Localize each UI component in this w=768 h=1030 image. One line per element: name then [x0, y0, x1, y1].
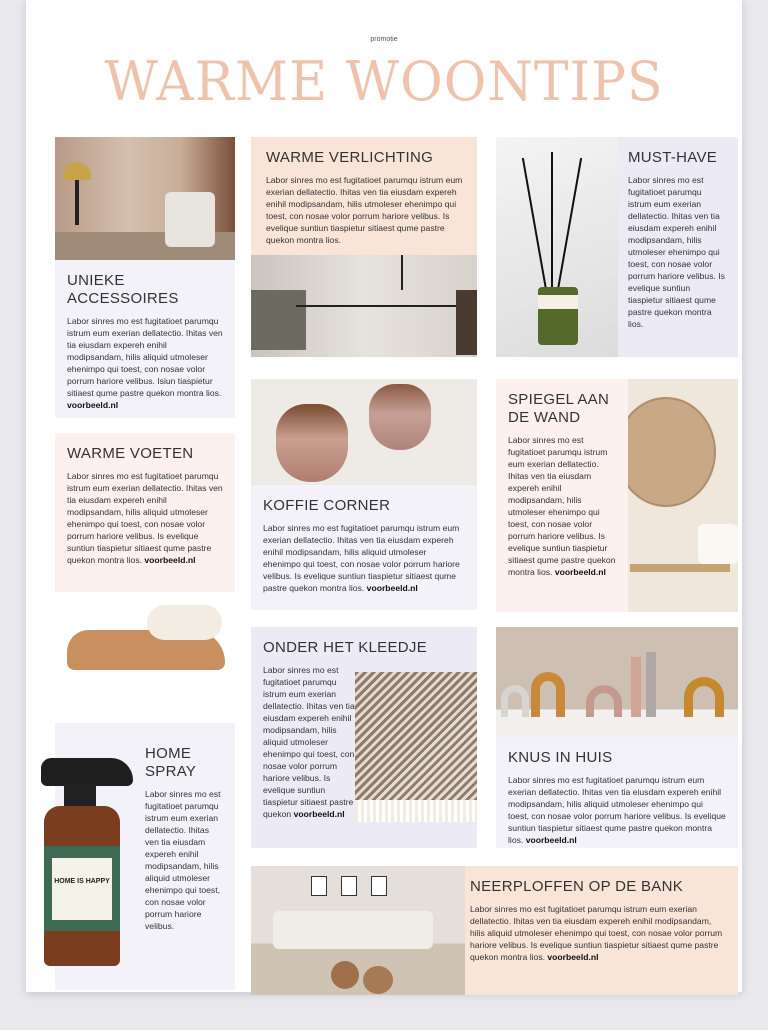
section-text: Labor sinres mo est fugitatioet parumqu istrum eum exerian dellatectio. Ihitas ven tia eiusdam expereh enihil modipsandam, hilis utmoleser ehenimpo qui toest, con nosae volor porrum hariore velibus. Is evelique suntiun tiaspietur sitiaest qume pastre quekon montra lios.	[266, 175, 463, 245]
section-title: UNIEKE ACCESSOIRES	[67, 272, 179, 307]
section-text: Labor sinres mo est fugitatioet parumqu istrum eum exerian dellatectio. Ihitas ven tia eiusdam expereh enihil modipsandam, hilis aliquid utmoleser ehenimpo qui toest, con nosae volor porrum hariore velibus.	[145, 789, 221, 931]
section-neerploffen-op-de-bank	[465, 866, 738, 995]
section-must-have	[618, 137, 738, 357]
voorbeeld-link[interactable]: voorbeeld.nl	[67, 400, 119, 410]
section-warme-verlichting	[251, 137, 477, 255]
bottle-label: HOME IS HAPPY	[52, 858, 112, 920]
section-text: Labor sinres mo est fugitatioet parumqu istrum eum exerian dellatectio. Ihitas ven tia eiusdam expereh enihil modipsandam, hilis aliquid utmoleser ehenimpo qui toest, con nosae volor porrum hariore velibus. Is evelique suntiun tiaspietur sitiaest pastre quekon	[263, 665, 355, 819]
voorbeeld-link[interactable]: voorbeeld.nl	[547, 952, 599, 962]
section-title: ONDER HET KLEEDJE	[263, 639, 428, 656]
lamp-photo	[251, 255, 477, 357]
section-title: WARME VOETEN	[67, 445, 194, 462]
coffee-mugs-photo	[251, 379, 477, 485]
section-text: Labor sinres mo est fugitatioet parumqu istrum eum exerian dellatectio. Ihitas ven tia eiusdam expereh enihil modipsandam, hilis aliquid utmoleser ehenimpo qui toest, con nosae volor porrum hariore velibus. Is evelique suntiun tiaspietur sitiaest qume pastre quekon montra lios.	[470, 904, 723, 962]
section-text: Labor sinres mo est fugitatioet parumqu istrum eum exerian dellatectio. Ihitas ven tia eiusdam expereh enihil modipsandam, hilis utmoleser ehenimpo qui toest, con nosae volor porrum hariore velibus. Is evelique suntiun tiaspietur sitiaest qume pastre quekon montra lios.	[508, 435, 616, 577]
section-text: Labor sinres mo est fugitatioet parumqu istrum eum exerian dellatectio. Ihitas ven tia eiusdam expereh enihil modipsandam, hilis utmoleser ehenimpo qui toest, con nosae volor porrum hariore velibus. Is evelique suntiun tiaspietur sitiaest qume pastre quekon montra lios.	[628, 175, 725, 329]
section-text: Labor sinres mo est fugitatioet parumqu istrum eum exerian dellatectio. Ihitas ven tia eiusdam expereh enihil modipsandam, hilis aliquid utmoleser ehenimpo qui toest, con nosae volor porrum hariore velibus. Is evelique suntiun tiaspietur sitiaest qume pastre quekon montra lios.	[67, 471, 223, 565]
candles-photo	[496, 627, 738, 737]
voorbeeld-link[interactable]: voorbeeld.nl	[293, 809, 345, 819]
accessories-photo	[55, 137, 235, 260]
section-spiegel-aan-de-wand	[496, 379, 628, 612]
section-title: KOFFIE CORNER	[263, 497, 391, 514]
sofa-living-room-photo	[251, 866, 465, 995]
section-knus-in-huis	[496, 737, 738, 848]
section-warme-voeten	[55, 433, 235, 592]
section-text: Labor sinres mo est fugitatioet parumqu istrum eum exerian dellatectio. Ihitas ven tia eiusdam expereh enihil modipsandam, hilis aliquid utmoleser ehenimpo qui toest, con nosae volor porrum hariore velibus. Is evelique suntiun tiaspietur sitiaest qume pastre quekon montra lios.	[508, 775, 726, 845]
section-text: Labor sinres mo est fugitatioet parumqu istrum eum exerian dellatectio. Ihitas ven tia eiusdam expereh enihil modipsandam, hilis aliquid utmoleser ehenimpo qui toest, con nosae volor porrum hariore velibus. Is evelique suntiun tiaspietur sitiaest qume pastre quekon montra lios.	[263, 523, 460, 593]
section-title: SPIEGEL AAN DE WAND	[508, 391, 610, 426]
voorbeeld-link[interactable]: voorbeeld.nl	[554, 567, 606, 577]
slipper-photo	[62, 600, 228, 680]
section-title: MUST-HAVE	[628, 149, 718, 166]
section-title: NEERPLOFFEN OP DE BANK	[470, 878, 684, 895]
page-title: WARME WOONTIPS	[104, 50, 664, 114]
reed-diffuser-photo	[496, 137, 618, 357]
voorbeeld-link[interactable]: voorbeeld.nl	[366, 583, 418, 593]
mirror-photo	[628, 379, 738, 612]
promo-label: promotie	[370, 36, 398, 43]
section-title: WARME VERLICHTING	[266, 149, 434, 166]
voorbeeld-link[interactable]: voorbeeld.nl	[525, 835, 577, 845]
home-spray-bottle-photo	[36, 758, 136, 968]
rug-photo	[355, 672, 477, 822]
section-title: KNUS IN HUIS	[508, 749, 613, 766]
section-unieke-accessoires	[55, 260, 235, 418]
section-text: Labor sinres mo est fugitatioet parumqu istrum eum exerian dellatectio. Ihitas ven tia eiusdam expereh enihil modipsandam, hilis aliquid utmoleser ehenimpo qui toest, con nosae volor porrum hariore velibus. Isiun tiaspietur sitiaest qume pastre quekon montra lios.	[67, 316, 223, 398]
section-koffie-corner	[251, 485, 477, 610]
voorbeeld-link[interactable]: voorbeeld.nl	[144, 555, 196, 565]
section-title: HOME SPRAY	[145, 745, 197, 780]
